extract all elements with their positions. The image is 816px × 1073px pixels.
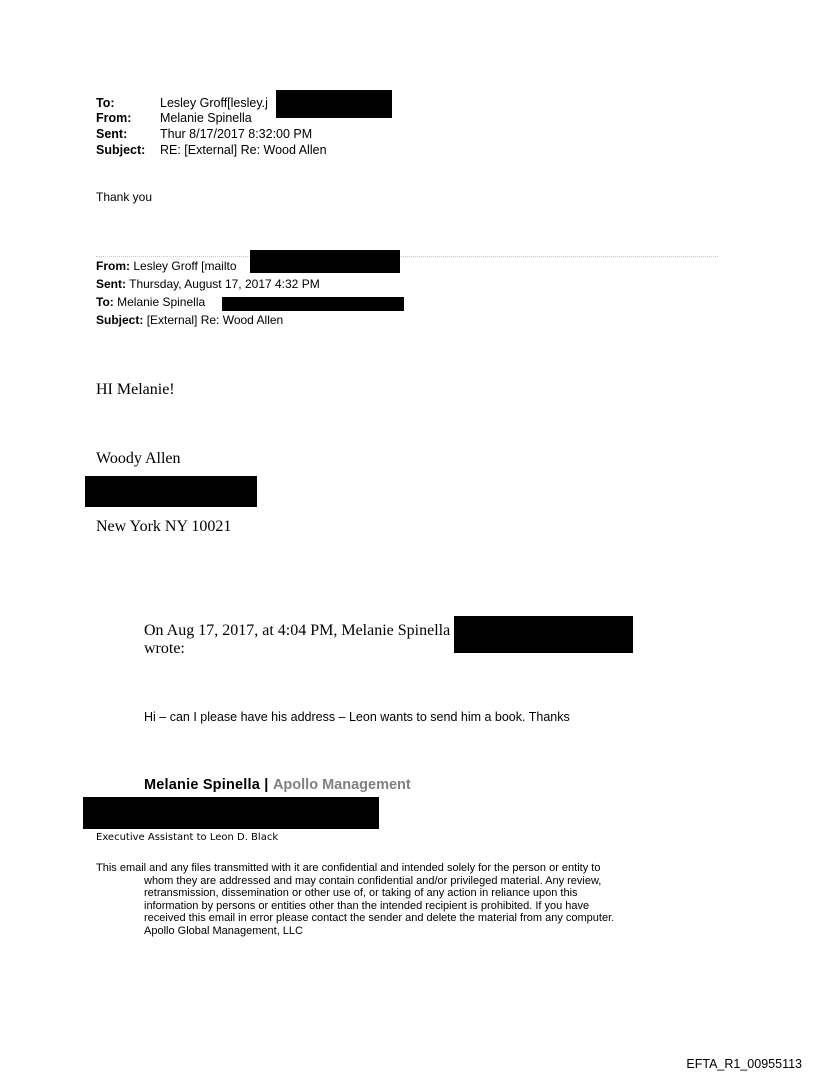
disclaimer-line: retransmission, dissemination or other use of, or taking of any action in reliance upon this (144, 887, 578, 900)
sender-name: Woody Allen (96, 450, 181, 467)
redaction-box (276, 90, 392, 118)
fwd-sent-line (96, 277, 320, 293)
signature-line (144, 776, 411, 794)
fwd-from-line (96, 259, 237, 275)
fwd-from-label: From: (96, 259, 130, 273)
redaction-box (222, 297, 404, 311)
to-value: Lesley Groff[lesley.j (160, 96, 268, 110)
fwd-sent-label: Sent: (96, 277, 126, 291)
fwd-to-line (96, 295, 205, 311)
from-value: Melanie Spinella (160, 111, 252, 125)
quote-attribution-line1: On Aug 17, 2017, at 4:04 PM, Melanie Spinella (144, 622, 451, 639)
disclaimer-line: received this email in error please contact the sender and delete the material from any computer. (144, 912, 615, 925)
redaction-box (83, 797, 379, 829)
sent-label: Sent: (96, 127, 128, 141)
fwd-subject-line (96, 313, 283, 329)
fwd-subject-value: [External] Re: Wood Allen (146, 313, 284, 327)
fwd-to-value: Melanie Spinella (117, 295, 206, 309)
signature-title: Executive Assistant to Leon D. Black (96, 832, 279, 843)
disclaimer-line: Apollo Global Management, LLC (144, 924, 303, 937)
greeting: HI Melanie! (96, 381, 175, 398)
document-id: EFTA_R1_00955113 (686, 1057, 802, 1071)
disclaimer-line: This email and any files transmitted with it are confidential and intended solely for the person or entity to (96, 862, 601, 874)
redaction-box (85, 476, 257, 507)
sent-value: Thur 8/17/2017 8:32:00 PM (160, 127, 313, 141)
disclaimer (96, 862, 736, 938)
subject-label: Subject: (96, 143, 146, 157)
signature-company: Apollo Management (272, 777, 411, 793)
fwd-sent-value: Thursday, August 17, 2017 4:32 PM (129, 277, 320, 291)
quote-attribution (144, 622, 450, 658)
fwd-subject-label: Subject: (96, 313, 144, 327)
quoted-body: Hi – can I please have his address – Leon wants to send him a book. Thanks (144, 710, 570, 724)
separator-rule (96, 256, 718, 257)
to-label: To: (96, 96, 115, 110)
city-line: New York NY 10021 (96, 518, 232, 535)
redaction-box (454, 616, 633, 653)
fwd-to-label: To: (96, 295, 114, 309)
signature-name: Melanie Spinella | (144, 777, 269, 793)
fwd-from-value: Lesley Groff [mailto (133, 259, 237, 273)
quote-attribution-line2: wrote: (144, 640, 185, 657)
from-label: From: (96, 111, 132, 125)
disclaimer-line: whom they are addressed and may contain confidential and/or privileged material. Any review, (144, 874, 602, 887)
reply-body: Thank you (96, 190, 153, 204)
redaction-box (250, 250, 400, 273)
subject-value: RE: [External] Re: Wood Allen (160, 143, 327, 157)
disclaimer-line: information by persons or entities other than the intended recipient is prohibited. If you have (144, 899, 590, 912)
